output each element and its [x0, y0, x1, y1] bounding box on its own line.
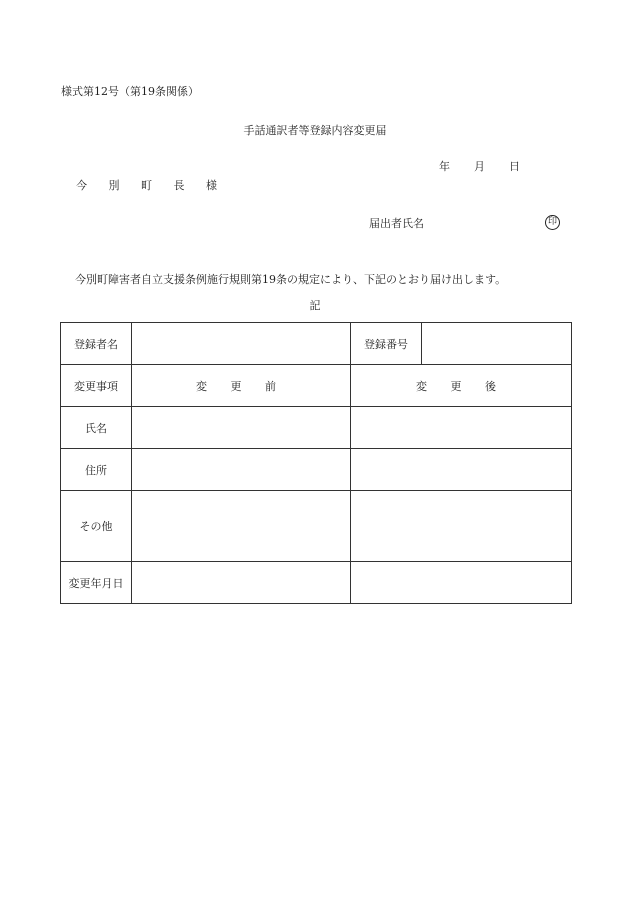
- table-row: [61, 407, 572, 449]
- registration-number-label: 登録番号: [351, 323, 422, 365]
- day-label: 日: [509, 160, 520, 173]
- address-before-field[interactable]: [132, 449, 351, 491]
- change-form-table: [60, 322, 572, 604]
- other-row-label: その他: [61, 491, 132, 562]
- addressee: 今 別 町 長 様: [76, 179, 226, 192]
- month-label: 月: [474, 160, 485, 173]
- table-row: [61, 365, 572, 407]
- registration-number-field[interactable]: [422, 323, 572, 365]
- notifier-name-label: 届出者氏名: [369, 217, 424, 230]
- name-after-field[interactable]: [351, 407, 572, 449]
- change-item-label: 変更事項: [61, 365, 132, 407]
- table-row: [61, 449, 572, 491]
- name-before-field[interactable]: [132, 407, 351, 449]
- address-after-field[interactable]: [351, 449, 572, 491]
- address-row-label: 住所: [61, 449, 132, 491]
- table-row: [61, 491, 572, 562]
- body-text: 今別町障害者自立支援条例施行規則第19条の規定により、下記のとおり届け出します。: [75, 273, 507, 286]
- registrant-name-label: 登録者名: [61, 323, 132, 365]
- change-date-row-label: 変更年月日: [61, 562, 132, 604]
- ki-heading: 記: [309, 299, 321, 312]
- change-date-after-field[interactable]: [351, 562, 572, 604]
- table-row: [61, 323, 572, 365]
- other-before-field[interactable]: [132, 491, 351, 562]
- registrant-name-field[interactable]: [132, 323, 351, 365]
- other-after-field[interactable]: [351, 491, 572, 562]
- change-date-before-field[interactable]: [132, 562, 351, 604]
- seal-mark: 印: [545, 215, 560, 230]
- after-change-header: 変 更 後: [351, 365, 572, 407]
- form-number: 様式第12号（第19条関係）: [61, 85, 199, 98]
- date-line: [439, 160, 520, 174]
- before-change-header: 変 更 前: [132, 365, 351, 407]
- document-title: 手話通訳者等登録内容変更届: [243, 124, 387, 137]
- name-row-label: 氏名: [61, 407, 132, 449]
- table-row: [61, 562, 572, 604]
- year-label: 年: [439, 160, 450, 173]
